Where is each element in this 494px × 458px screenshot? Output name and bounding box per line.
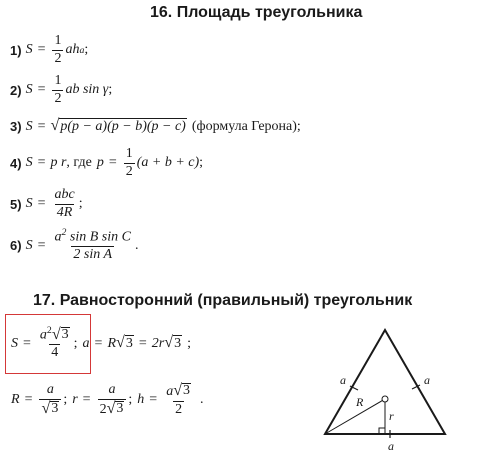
terminator: ;: [78, 196, 83, 212]
terminator: ;: [187, 335, 191, 351]
equals: =: [94, 335, 103, 351]
formula-number: 4): [10, 155, 22, 171]
where-word: , где: [66, 155, 92, 171]
equals: =: [37, 196, 46, 212]
section-16-title: 16. Площадь треугольника: [150, 4, 363, 21]
height-symbol: h: [72, 42, 80, 58]
circumradius-symbol: R: [107, 335, 117, 351]
formula-5: [10, 188, 83, 220]
separator: ;: [73, 335, 78, 351]
equals: =: [24, 392, 33, 408]
fraction-half: $\frac{1}{2}$: [125, 146, 133, 179]
circumradius-symbol: R: [11, 392, 20, 408]
side-symbol: a: [82, 335, 90, 351]
expression: p r: [50, 155, 67, 171]
square-root: √ 3: [164, 334, 182, 352]
equals: =: [138, 335, 147, 351]
equals: =: [23, 335, 31, 351]
heron-note: (формула Герона);: [191, 118, 301, 134]
expression: ab sin γ: [65, 82, 109, 98]
equals: =: [37, 42, 46, 58]
equals: =: [37, 155, 46, 171]
terminator: ;: [199, 155, 204, 171]
equals: =: [37, 118, 46, 134]
terminator: .: [200, 392, 204, 408]
terminator: .: [134, 237, 139, 253]
equilateral-radii-formula: [11, 383, 204, 417]
equilateral-area-formula: [11, 326, 191, 361]
area-symbol: S: [11, 335, 18, 351]
formula-3-heron: [10, 118, 301, 135]
formula-1: [10, 34, 88, 66]
formula-number: 2): [10, 82, 22, 98]
label-base: a: [388, 439, 394, 453]
formula-number: 3): [10, 119, 22, 134]
square-root: √ 3: [116, 334, 133, 352]
label-right-side: a: [424, 373, 430, 387]
semiperimeter-symbol: p: [96, 155, 104, 171]
fraction-half: $\frac{1}{2}$: [54, 33, 62, 66]
fraction-area: $a^2$ √ 3 4: [39, 325, 69, 361]
area-symbol: S: [25, 42, 33, 58]
sum-expression: (a + b + c): [136, 155, 200, 171]
side-symbol: a: [65, 42, 73, 58]
separator: ;: [128, 392, 133, 408]
fraction-r: a 2 √ 3: [98, 383, 127, 417]
fraction-half: $\frac{1}{2}$: [54, 73, 62, 106]
label-left-side: a: [340, 373, 346, 387]
area-symbol: S: [25, 82, 33, 98]
section-17-title: 17. Равносторонний (правильный) треугольник: [33, 292, 413, 309]
formula-number: 1): [10, 42, 22, 58]
fraction-abc-4r: $\frac{\text{abc}}{4R}$: [54, 187, 75, 220]
inradius-expression: 2r: [151, 335, 165, 351]
equals: =: [82, 392, 91, 408]
equals: =: [108, 155, 117, 171]
radicand: p(p − a)(p − b)(p − c): [60, 119, 186, 134]
equilateral-triangle-figure: [310, 322, 470, 454]
fraction-h: a √ 3 2: [166, 382, 191, 417]
area-symbol: S: [25, 196, 33, 212]
inradius-symbol: r: [72, 392, 78, 408]
formula-number: 5): [10, 196, 22, 212]
label-R: R: [356, 395, 364, 409]
square-root: √ p(p − a)(p − b)(p − c): [50, 117, 186, 134]
height-symbol: h: [137, 392, 145, 408]
formula-6: [10, 228, 138, 263]
center-point: [382, 396, 388, 402]
formula-4: [10, 147, 203, 179]
formula-number: 6): [10, 238, 22, 254]
area-symbol: S: [25, 155, 33, 171]
equals: =: [37, 82, 46, 98]
area-symbol: S: [25, 118, 33, 134]
equals: =: [37, 237, 46, 253]
fraction-sines: $\frac{a^2 \sin B \sin C}{\text{2 sin A}}$: [54, 227, 131, 263]
area-symbol: S: [25, 237, 33, 253]
terminator: ;: [108, 82, 113, 98]
formula-2: [10, 74, 112, 106]
label-r: r: [389, 409, 394, 423]
equals: =: [149, 392, 158, 408]
terminator: ;: [84, 42, 89, 58]
height-subscript: a: [79, 44, 85, 56]
separator: ;: [63, 392, 68, 408]
fraction-R: a √ 3: [39, 383, 61, 417]
